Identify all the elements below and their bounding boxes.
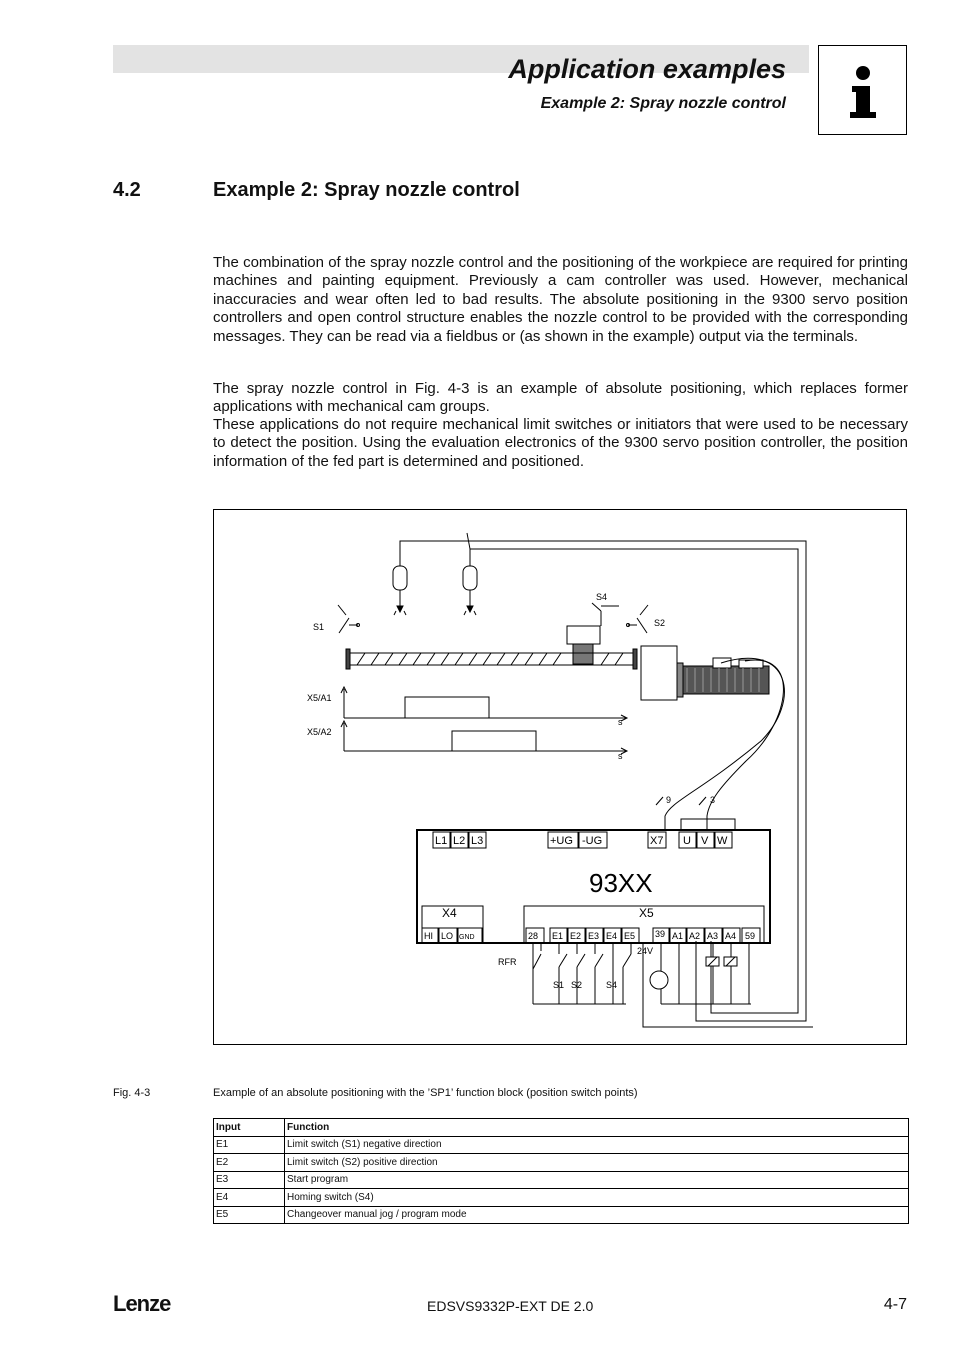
table-header-function: Function (285, 1119, 909, 1137)
section-title: Example 2: Spray nozzle control (213, 179, 520, 201)
terminal-label: E2 (570, 931, 582, 941)
terminal-label: E4 (606, 931, 618, 941)
terminal-label: A3 (707, 931, 719, 941)
paragraph-3: These applications do not require mechanical limit switches or initiators that were used to be necessary to detect the position. Using the evaluation electronics of the 9300 servo position controller, the position information of the fed part is determined and positioned. (213, 416, 908, 470)
terminal-label: L2 (453, 835, 466, 847)
table-cell-input: E1 (214, 1136, 285, 1154)
label-wire-3: 3 (710, 795, 716, 805)
table-row (214, 1154, 909, 1172)
label-s-axis-1: s (618, 717, 623, 727)
terminal-label: -UG (582, 835, 603, 847)
table-row (214, 1136, 909, 1154)
lenze-logo: Lenze (113, 1291, 171, 1316)
label-rfr: RFR (498, 957, 517, 967)
paragraph-1: The combination of the spray nozzle control and the positioning of the workpiece are required for printing machines and painting equipment. Previously a cam controller was used. However, mechanical inaccuracies and wear often led to bad results. The absolute positioning in the 9300 servo position controllers and open control structure enables the nozzle control to be provided with the corresponding messages. They can be read via a fieldbus or (as shown in the example) output via the terminals. (213, 254, 908, 345)
terminal-label: A2 (689, 931, 701, 941)
table-header-row (214, 1119, 909, 1137)
label-s4: S4 (596, 592, 608, 602)
carriage (567, 626, 600, 644)
info-icon-graphic (819, 46, 906, 134)
table-cell-input: E2 (214, 1154, 285, 1172)
label-24v: 24V (637, 946, 654, 956)
label-x5a2: X5/A2 (307, 727, 332, 737)
terminal-label: A4 (725, 931, 737, 941)
table-header-input: Input (214, 1119, 285, 1137)
table-cell-input: E4 (214, 1189, 285, 1207)
terminal-label: E3 (588, 931, 600, 941)
terminal-label: W (717, 835, 728, 847)
switch-point-graph (341, 687, 627, 754)
switch-s4 (592, 603, 619, 626)
terminal-label: LO (441, 931, 454, 941)
table-cell-input: E3 (214, 1171, 285, 1189)
label-x5a1: X5/A1 (307, 693, 332, 703)
terminal-label: V (701, 835, 709, 847)
table-cell-input: E5 (214, 1206, 285, 1224)
spray-nozzle-1 (393, 566, 407, 615)
page-number: 4-7 (883, 1296, 907, 1313)
terminal-label: X7 (650, 835, 664, 847)
terminal-label: L3 (471, 835, 484, 847)
table-cell-function: Changeover manual jog / program mode (285, 1206, 909, 1224)
label-bottom-s4: S4 (606, 980, 618, 990)
wiring-diagram (214, 510, 905, 1043)
terminal-label: 59 (745, 931, 756, 941)
terminal-label: 28 (528, 931, 539, 941)
servo-motor (677, 658, 769, 697)
section-number: 4.2 (113, 179, 141, 201)
info-icon (818, 45, 907, 135)
header-subtitle: Example 2: Spray nozzle control (540, 95, 786, 112)
terminal-label: E5 (624, 931, 636, 941)
figure-caption: Example of an absolute positioning with the ’SP1’ function block (position switch points) (213, 1087, 638, 1099)
terminal-label: HI (424, 931, 433, 941)
table-cell-function: Limit switch (S1) negative direction (285, 1136, 909, 1154)
label-s2: S2 (654, 618, 666, 628)
label-bottom-s2: S2 (571, 980, 583, 990)
wiring-diagram-frame (213, 509, 907, 1045)
figure-label: Fig. 4-3 (113, 1087, 151, 1099)
device-label: 93XX (589, 868, 653, 898)
table-cell-function: Start program (285, 1171, 909, 1189)
label-wire-9: 9 (666, 795, 672, 805)
table-row (214, 1206, 909, 1224)
coupling-housing (641, 646, 677, 700)
label-s1: S1 (313, 622, 325, 632)
table-row (214, 1189, 909, 1207)
input-function-table (213, 1118, 909, 1224)
terminal-label: A1 (672, 931, 684, 941)
spray-nozzle-2 (463, 566, 477, 615)
terminal-label: +UG (550, 835, 573, 847)
carriage-nut (573, 644, 593, 664)
label-x5: X5 (639, 906, 654, 920)
table-cell-function: Limit switch (S2) positive direction (285, 1154, 909, 1172)
terminal-label: L1 (435, 835, 448, 847)
table-cell-function: Homing switch (S4) (285, 1189, 909, 1207)
switch-s2 (627, 605, 649, 633)
paragraph-2: The spray nozzle control in Fig. 4-3 is an example of absolute positioning, which replaces former applications with mechanical cam groups. (213, 380, 908, 416)
document-id: EDSVS9332P-EXT DE 2.0 (427, 1298, 594, 1314)
switch-s1 (338, 605, 360, 633)
terminal-label: E1 (552, 931, 564, 941)
terminal-label: GND (459, 934, 475, 941)
label-s-axis-2: s (618, 751, 623, 761)
terminal-label: U (683, 835, 691, 847)
terminal-label: 39 (655, 929, 666, 939)
header-title: Application examples (508, 54, 786, 84)
label-x4: X4 (442, 906, 457, 920)
label-bottom-s1: S1 (553, 980, 565, 990)
table-row (214, 1171, 909, 1189)
